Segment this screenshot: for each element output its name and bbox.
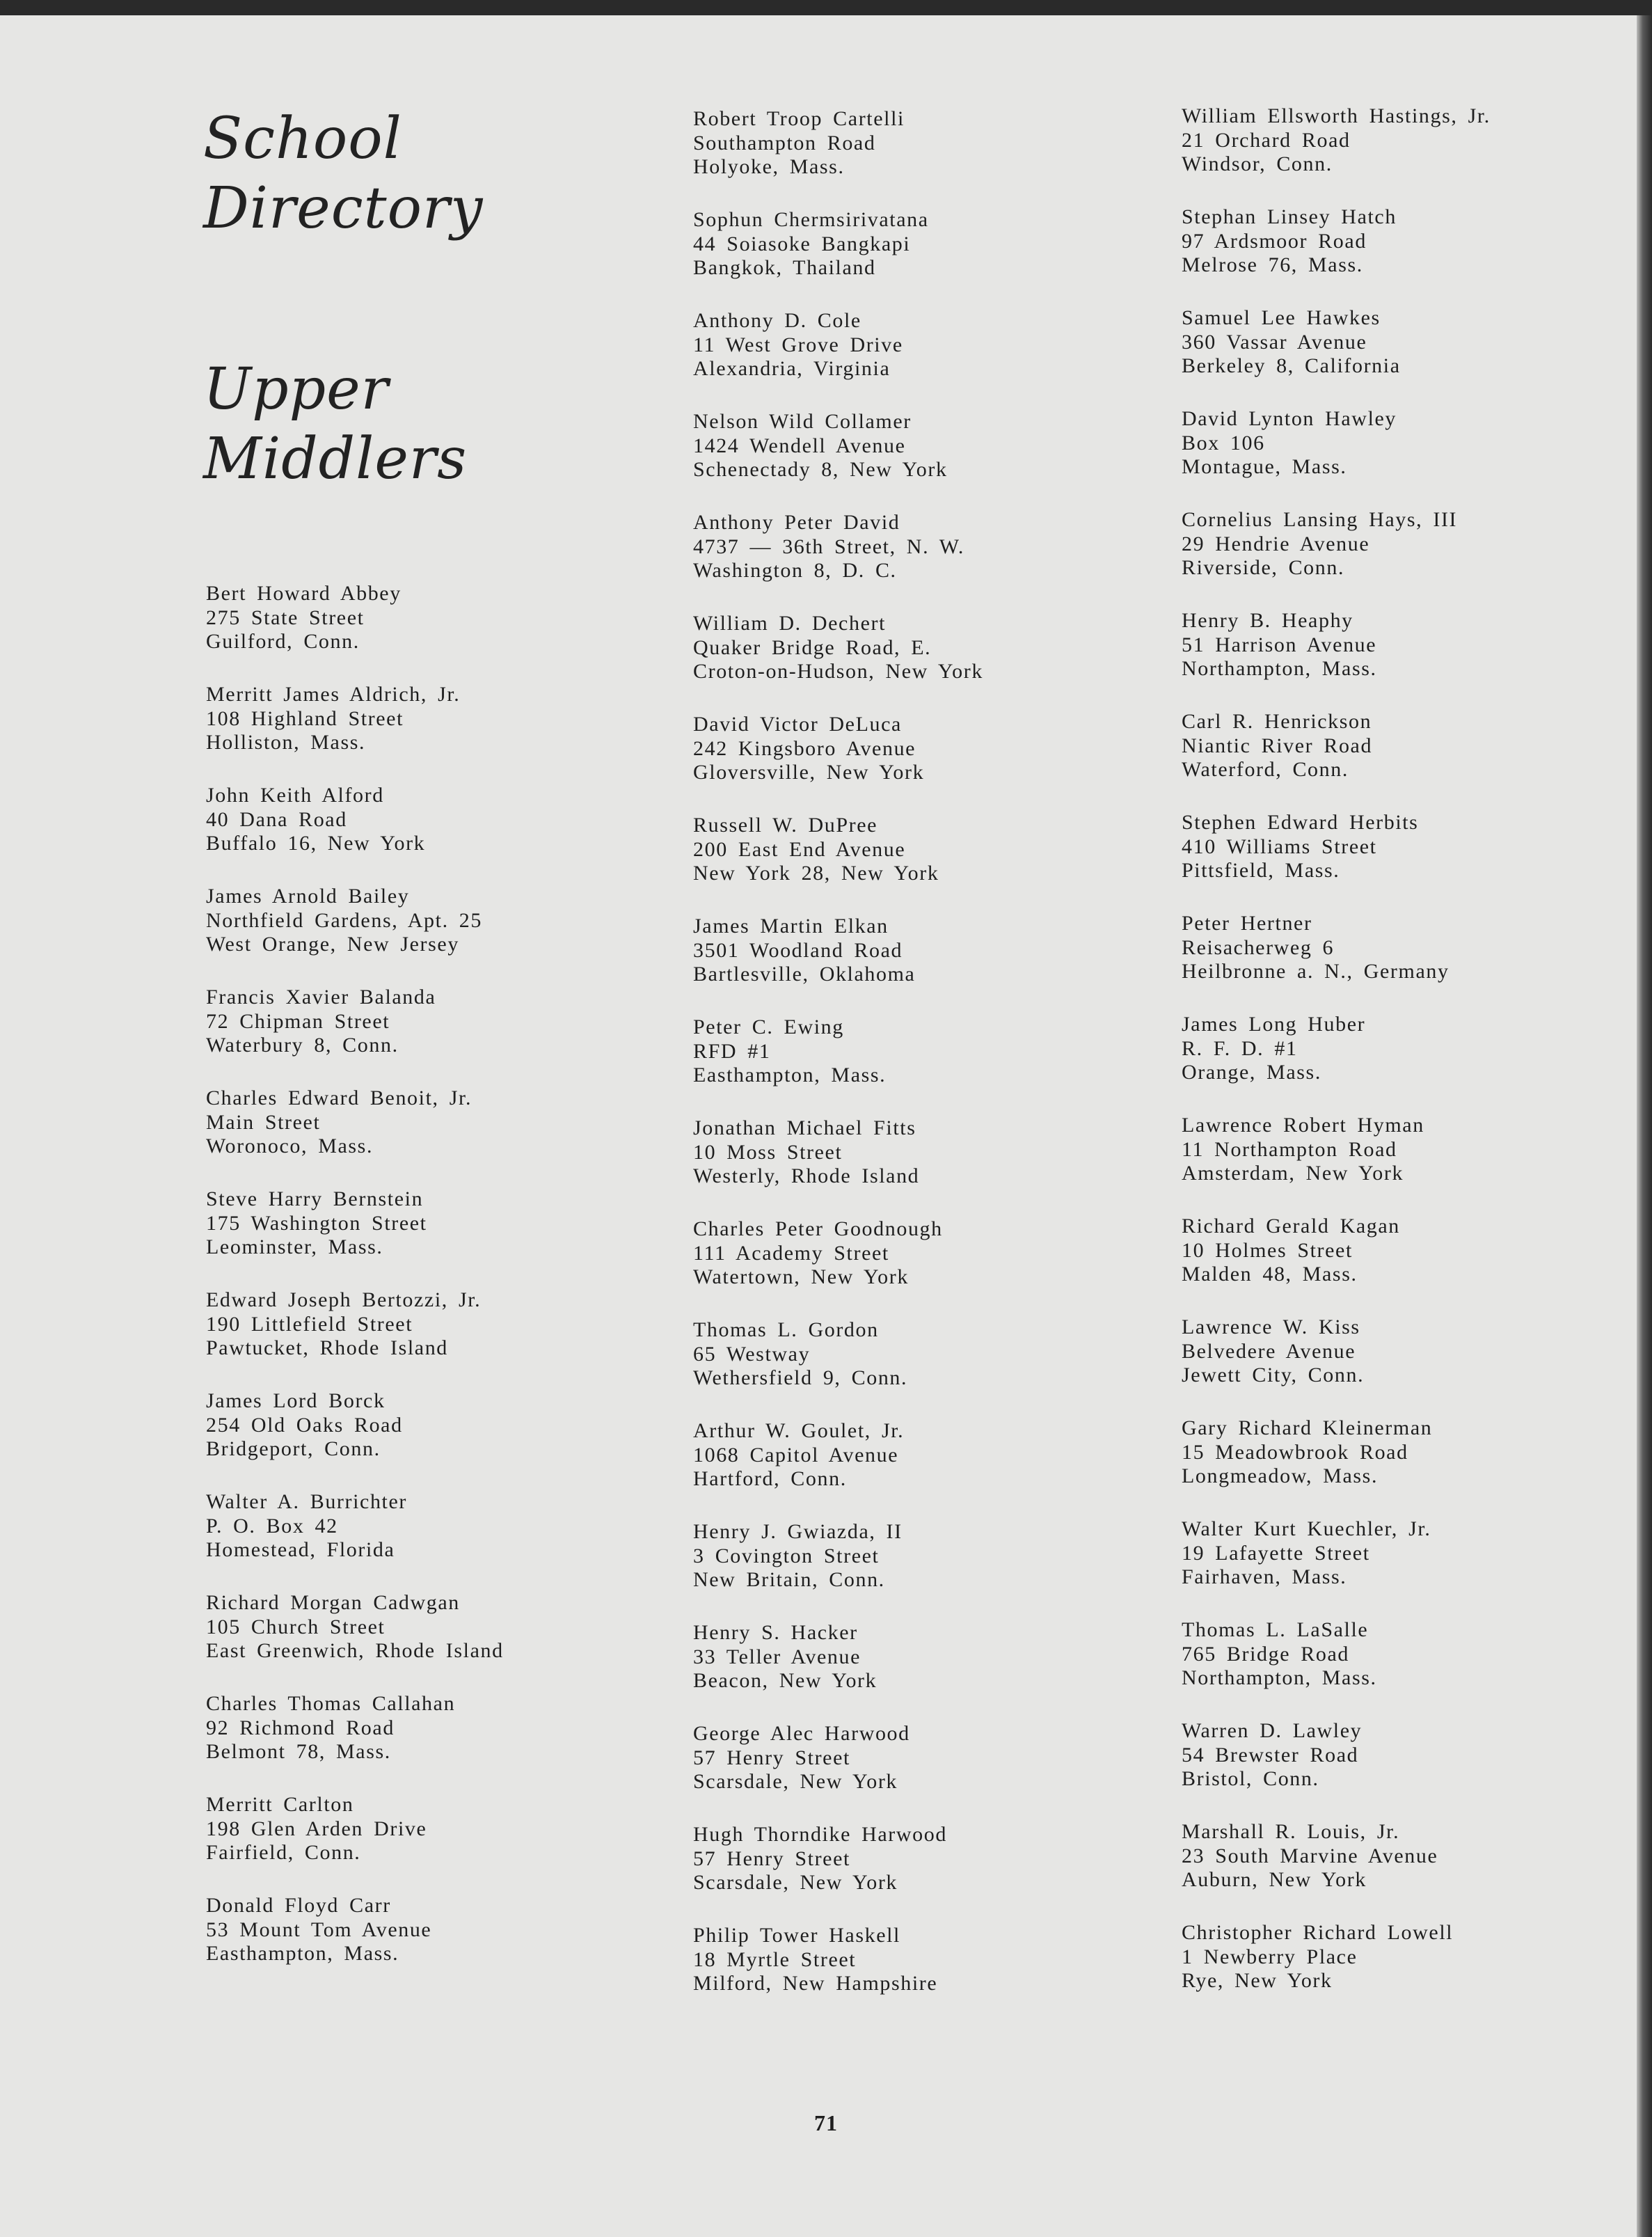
address-line: Waterford, Conn.: [1182, 758, 1349, 781]
address-line: 11 West Grove Drive: [693, 333, 903, 356]
address-line: 4737 — 36th Street, N. W.: [693, 535, 964, 558]
address-line: 21 Orchard Road: [1182, 128, 1351, 152]
student-name: Nelson Wild Collamer: [693, 410, 912, 433]
address-line: 10 Moss Street: [693, 1140, 843, 1164]
address-line: 765 Bridge Road: [1182, 1642, 1349, 1666]
student-name: Bert Howard Abbey: [206, 582, 402, 605]
directory-entry: [1182, 508, 1491, 609]
directory-entry: [693, 1015, 983, 1116]
directory-entry: [1182, 306, 1491, 407]
address-line: Northampton, Mass.: [1182, 657, 1377, 680]
address-line: 360 Vassar Avenue: [1182, 330, 1367, 354]
address-line: 40 Dana Road: [206, 807, 347, 831]
address-line: Easthampton, Mass.: [206, 1942, 399, 1965]
address-line: Malden 48, Mass.: [1182, 1263, 1358, 1286]
address-line: RFD #1: [693, 1039, 771, 1063]
heading-line: Directory: [203, 175, 484, 242]
student-name: Robert Troop Cartelli: [693, 107, 905, 130]
directory-entry: [206, 1490, 504, 1591]
directory-entry: [1182, 1114, 1491, 1215]
directory-entry: [1182, 1820, 1491, 1921]
class-heading: [203, 355, 467, 494]
address-line: Box 106: [1182, 431, 1265, 454]
directory-entry: [206, 784, 504, 885]
address-line: 410 Williams Street: [1182, 835, 1377, 858]
student-name: Merritt Carlton: [206, 1793, 354, 1816]
directory-entry: [693, 1116, 983, 1217]
address-line: Waterbury 8, Conn.: [206, 1034, 399, 1057]
directory-entry: [693, 511, 983, 612]
address-line: 1068 Capitol Avenue: [693, 1443, 899, 1467]
address-line: 254 Old Oaks Road: [206, 1413, 403, 1437]
student-name: Charles Thomas Callahan: [206, 1692, 456, 1715]
address-line: Scarsdale, New York: [693, 1770, 898, 1793]
student-name: Henry J. Gwiazda, II: [693, 1520, 903, 1543]
student-name: Anthony Peter David: [693, 511, 900, 534]
address-line: Westerly, Rhode Island: [693, 1164, 920, 1187]
student-name: David Victor DeLuca: [693, 713, 902, 736]
directory-entry: [693, 1823, 983, 1924]
address-line: Easthampton, Mass.: [693, 1064, 887, 1086]
student-name: Gary Richard Kleinerman: [1182, 1416, 1433, 1439]
directory-entry: [206, 1086, 504, 1187]
directory-entry: [206, 1591, 504, 1692]
heading-line: School: [203, 106, 402, 172]
address-line: 44 Soiasoke Bangkapi: [693, 232, 911, 255]
student-name: Stephen Edward Herbits: [1182, 811, 1419, 834]
directory-entry: [1182, 811, 1491, 912]
address-line: 105 Church Street: [206, 1615, 386, 1638]
student-name: William Ellsworth Hastings, Jr.: [1182, 104, 1491, 127]
address-line: Milford, New Hampshire: [693, 1972, 938, 1995]
address-line: Scarsdale, New York: [693, 1871, 898, 1894]
address-line: 3501 Woodland Road: [693, 938, 903, 962]
student-name: Peter Hertner: [1182, 912, 1312, 935]
directory-entry: [1182, 1618, 1491, 1719]
student-name: Thomas L. Gordon: [693, 1318, 879, 1341]
directory-entry: [693, 612, 983, 713]
address-line: Belmont 78, Mass.: [206, 1740, 391, 1763]
directory-entry: [206, 1187, 504, 1288]
address-line: New York 28, New York: [693, 862, 939, 885]
directory-entry: [206, 986, 504, 1086]
directory-entry: [1182, 1416, 1491, 1517]
address-line: Fairfield, Conn.: [206, 1841, 361, 1864]
address-line: 11 Northampton Road: [1182, 1137, 1397, 1161]
directory-column-2: [693, 107, 983, 2025]
address-line: Longmeadow, Mass.: [1182, 1464, 1379, 1487]
directory-entry: [693, 309, 983, 410]
directory-entry: [693, 1520, 983, 1621]
address-line: 242 Kingsboro Avenue: [693, 736, 916, 760]
directory-entry: [206, 683, 504, 784]
student-name: Walter Kurt Kuechler, Jr.: [1182, 1517, 1431, 1540]
address-line: 54 Brewster Road: [1182, 1743, 1359, 1766]
address-line: Berkeley 8, California: [1182, 354, 1401, 377]
directory-entry: [1182, 1921, 1491, 2022]
address-line: 19 Lafayette Street: [1182, 1541, 1370, 1565]
address-line: Amsterdam, New York: [1182, 1162, 1404, 1185]
address-line: Beacon, New York: [693, 1669, 877, 1692]
directory-column-1: [206, 582, 504, 1995]
address-line: 92 Richmond Road: [206, 1716, 395, 1739]
address-line: Rye, New York: [1182, 1969, 1333, 1992]
address-line: Niantic River Road: [1182, 734, 1373, 757]
address-line: Melrose 76, Mass.: [1182, 253, 1363, 276]
address-line: Orange, Mass.: [1182, 1061, 1321, 1084]
address-line: 175 Washington Street: [206, 1211, 427, 1235]
address-line: Watertown, New York: [693, 1265, 909, 1288]
address-line: R. F. D. #1: [1182, 1036, 1298, 1060]
address-line: Bangkok, Thailand: [693, 256, 876, 279]
address-line: Croton-on-Hudson, New York: [693, 660, 983, 683]
student-name: Thomas L. LaSalle: [1182, 1618, 1369, 1641]
student-name: Christopher Richard Lowell: [1182, 1921, 1454, 1944]
directory-entry: [693, 1217, 983, 1318]
student-name: Samuel Lee Hawkes: [1182, 306, 1381, 329]
directory-entry: [693, 1722, 983, 1823]
address-line: 29 Hendrie Avenue: [1182, 532, 1370, 555]
directory-entry: [206, 1894, 504, 1995]
directory-entry: [206, 1692, 504, 1793]
directory-entry: [1182, 1315, 1491, 1416]
heading-line: Upper: [203, 356, 389, 422]
student-name: John Keith Alford: [206, 784, 384, 807]
address-line: P. O. Box 42: [206, 1514, 338, 1538]
address-line: 275 State Street: [206, 606, 365, 629]
directory-page: [0, 15, 1637, 2237]
student-name: James Lord Borck: [206, 1389, 386, 1412]
address-line: 33 Teller Avenue: [693, 1645, 861, 1668]
student-name: Walter A. Burrichter: [206, 1490, 407, 1513]
student-name: Richard Morgan Cadwgan: [206, 1591, 460, 1614]
directory-entry: [206, 582, 504, 683]
student-name: Steve Harry Bernstein: [206, 1187, 424, 1210]
student-name: Marshall R. Louis, Jr.: [1182, 1820, 1400, 1843]
directory-entry: [1182, 1013, 1491, 1114]
address-line: Bartlesville, Oklahoma: [693, 963, 916, 986]
directory-entry: [1182, 912, 1491, 1013]
address-line: Gloversville, New York: [693, 761, 925, 784]
directory-entry: [1182, 609, 1491, 710]
address-line: Jewett City, Conn.: [1182, 1363, 1365, 1386]
address-line: West Orange, New Jersey: [206, 933, 459, 956]
address-line: 1424 Wendell Avenue: [693, 434, 906, 457]
directory-entry: [1182, 1517, 1491, 1618]
student-name: Merritt James Aldrich, Jr.: [206, 683, 461, 706]
address-line: Main Street: [206, 1110, 321, 1134]
student-name: Richard Gerald Kagan: [1182, 1215, 1400, 1238]
student-name: Donald Floyd Carr: [206, 1894, 391, 1917]
student-name: Francis Xavier Balanda: [206, 986, 436, 1009]
address-line: 111 Academy Street: [693, 1241, 889, 1265]
page-number: 71: [814, 2110, 838, 2135]
directory-entry: [693, 107, 983, 208]
address-line: 65 Westway: [693, 1342, 811, 1366]
address-line: 57 Henry Street: [693, 1746, 850, 1769]
address-line: Alexandria, Virginia: [693, 357, 891, 380]
address-line: Montague, Mass.: [1182, 455, 1347, 478]
directory-entry: [1182, 710, 1491, 811]
student-name: Jonathan Michael Fitts: [693, 1116, 916, 1139]
address-line: Holliston, Mass.: [206, 731, 366, 754]
address-line: Washington 8, D. C.: [693, 559, 897, 582]
directory-entry: [693, 1419, 983, 1520]
address-line: Riverside, Conn.: [1182, 556, 1345, 579]
student-name: David Lynton Hawley: [1182, 407, 1397, 430]
student-name: Russell W. DuPree: [693, 814, 878, 837]
heading-line: Middlers: [203, 426, 468, 492]
address-line: Leominster, Mass.: [206, 1235, 383, 1258]
address-line: 10 Holmes Street: [1182, 1238, 1353, 1262]
student-name: Philip Tower Haskell: [693, 1924, 900, 1947]
address-line: 53 Mount Tom Avenue: [206, 1918, 432, 1941]
address-line: Pittsfield, Mass.: [1182, 859, 1340, 882]
address-line: Windsor, Conn.: [1182, 152, 1333, 175]
address-line: Holyoke, Mass.: [693, 155, 845, 178]
school-directory-heading: [203, 104, 483, 244]
directory-entry: [693, 410, 983, 511]
address-line: East Greenwich, Rhode Island: [206, 1639, 504, 1662]
address-line: Northfield Gardens, Apt. 25: [206, 908, 482, 932]
directory-entry: [693, 915, 983, 1015]
directory-entry: [693, 814, 983, 915]
address-line: Guilford, Conn.: [206, 630, 360, 653]
directory-column-3: [1182, 104, 1491, 2022]
address-line: 190 Littlefield Street: [206, 1312, 413, 1336]
address-line: 108 Highland Street: [206, 706, 404, 730]
address-line: 18 Myrtle Street: [693, 1947, 857, 1971]
directory-entry: [693, 713, 983, 814]
directory-entry: [206, 1793, 504, 1894]
student-name: Cornelius Lansing Hays, III: [1182, 508, 1458, 531]
student-name: Peter C. Ewing: [693, 1015, 844, 1038]
student-name: Lawrence Robert Hyman: [1182, 1114, 1424, 1137]
student-name: Henry S. Hacker: [693, 1621, 858, 1644]
address-line: Heilbronne a. N., Germany: [1182, 960, 1450, 983]
student-name: Lawrence W. Kiss: [1182, 1315, 1360, 1338]
address-line: 72 Chipman Street: [206, 1009, 390, 1033]
student-name: Anthony D. Cole: [693, 309, 861, 332]
directory-entry: [206, 1389, 504, 1490]
address-line: 57 Henry Street: [693, 1847, 850, 1870]
directory-entry: [693, 208, 983, 309]
address-line: Southampton Road: [693, 131, 876, 155]
address-line: 23 South Marvine Avenue: [1182, 1844, 1438, 1867]
directory-entry: [693, 1318, 983, 1419]
directory-entry: [693, 1621, 983, 1722]
student-name: James Arnold Bailey: [206, 885, 410, 908]
student-name: Arthur W. Goulet, Jr.: [693, 1419, 905, 1442]
address-line: 15 Meadowbrook Road: [1182, 1440, 1408, 1464]
address-line: Reisacherweg 6: [1182, 935, 1335, 959]
address-line: 1 Newberry Place: [1182, 1945, 1358, 1968]
address-line: Belvedere Avenue: [1182, 1339, 1356, 1363]
address-line: Quaker Bridge Road, E.: [693, 635, 932, 659]
directory-entry: [1182, 104, 1491, 205]
address-line: 3 Covington Street: [693, 1544, 880, 1567]
address-line: Buffalo 16, New York: [206, 832, 426, 855]
address-line: Woronoco, Mass.: [206, 1135, 374, 1157]
address-line: Homestead, Florida: [206, 1538, 395, 1561]
page-edge-shadow: [1637, 15, 1652, 2237]
address-line: Bridgeport, Conn.: [206, 1437, 381, 1460]
student-name: George Alec Harwood: [693, 1722, 910, 1745]
student-name: Carl R. Henrickson: [1182, 710, 1372, 733]
student-name: William D. Dechert: [693, 612, 887, 635]
directory-entry: [206, 1288, 504, 1389]
address-line: Hartford, Conn.: [693, 1467, 847, 1490]
student-name: James Martin Elkan: [693, 915, 889, 938]
directory-entry: [693, 1924, 983, 2025]
directory-entry: [206, 885, 504, 986]
directory-entry: [1182, 407, 1491, 508]
directory-entry: [1182, 1215, 1491, 1315]
address-line: New Britain, Conn.: [693, 1568, 885, 1591]
address-line: Auburn, New York: [1182, 1868, 1367, 1891]
address-line: 198 Glen Arden Drive: [206, 1817, 427, 1840]
student-name: James Long Huber: [1182, 1013, 1366, 1036]
address-line: Wethersfield 9, Conn.: [693, 1366, 908, 1389]
student-name: Charles Edward Benoit, Jr.: [206, 1086, 472, 1109]
address-line: Northampton, Mass.: [1182, 1666, 1377, 1689]
student-name: Charles Peter Goodnough: [693, 1217, 943, 1240]
student-name: Stephan Linsey Hatch: [1182, 205, 1397, 228]
student-name: Edward Joseph Bertozzi, Jr.: [206, 1288, 482, 1311]
address-line: Bristol, Conn.: [1182, 1767, 1319, 1790]
address-line: Pawtucket, Rhode Island: [206, 1336, 448, 1359]
address-line: 97 Ardsmoor Road: [1182, 229, 1367, 253]
directory-entry: [1182, 1719, 1491, 1820]
student-name: Sophun Chermsirivatana: [693, 208, 929, 231]
address-line: 200 East End Avenue: [693, 837, 906, 861]
address-line: 51 Harrison Avenue: [1182, 633, 1377, 656]
address-line: Fairhaven, Mass.: [1182, 1565, 1347, 1588]
student-name: Hugh Thorndike Harwood: [693, 1823, 947, 1846]
address-line: Schenectady 8, New York: [693, 458, 948, 481]
student-name: Warren D. Lawley: [1182, 1719, 1363, 1742]
student-name: Henry B. Heaphy: [1182, 609, 1353, 632]
directory-entry: [1182, 205, 1491, 306]
